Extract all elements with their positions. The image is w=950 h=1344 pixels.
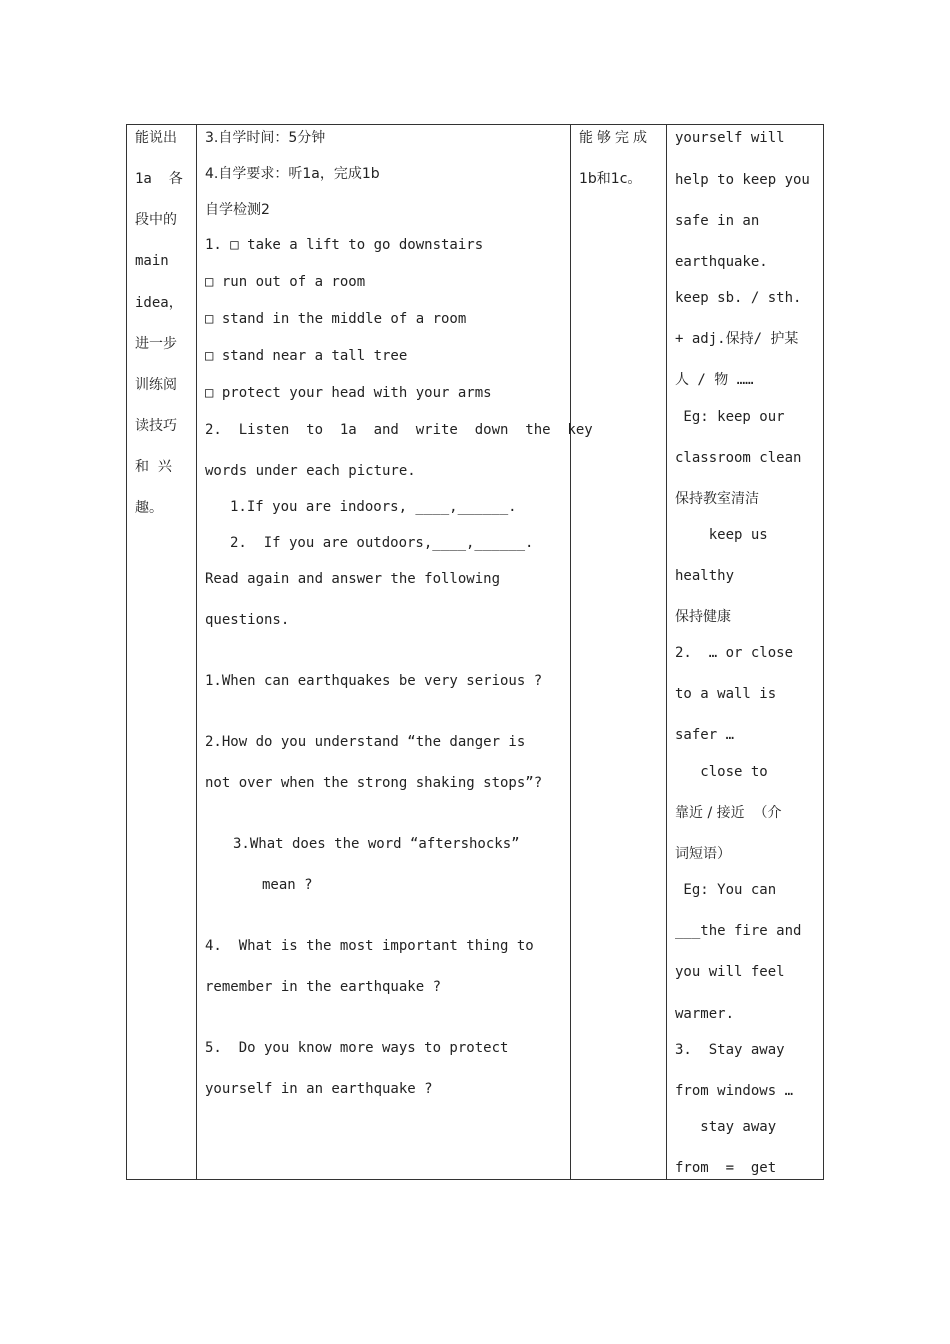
checklist-item: □ protect your head with your arms [205,385,492,401]
listen-instruction: words under each picture. [205,463,416,479]
col1-line: 读技巧 [135,418,177,434]
read-instruction: questions. [205,612,290,628]
reading-question: remember in the earthquake ? [205,979,442,995]
note-line: 人 / 物 …… [675,372,754,388]
note-line: 2. … or close [675,645,794,661]
col1-line: 趣。 [135,500,163,516]
note-line: safe in an [675,213,760,229]
note-line: from windows … [675,1083,794,1099]
note-line: ___the fire and [675,923,802,939]
reading-question: 5. Do you know more ways to protect [205,1040,509,1056]
read-instruction: Read again and answer the following [205,571,501,587]
note-line: 3. Stay away [675,1042,785,1058]
checklist-item: □ run out of a room [205,274,366,290]
fill-blank-line: 2. If you are outdoors,____,______. [230,535,534,551]
col1-line: 和 兴 [135,459,172,475]
note-line: keep us [675,527,768,543]
note-line: you will feel [675,964,785,980]
reading-question: 3.What does the word “aftershocks” [233,836,520,852]
col1-line: 能说出 [135,130,177,146]
note-line: stay away [675,1119,777,1135]
goal-text: 能够完成 [579,130,651,146]
note-line: Eg: keep our [675,409,785,425]
goal-text: 1b和1c。 [579,171,642,187]
self-study-requirement: 4.自学要求：听1a，完成1b [205,166,380,182]
note-line: classroom clean [675,450,802,466]
note-line: 词短语） [675,846,731,862]
checklist-item: 1. □ take a lift to go downstairs [205,237,484,253]
reading-question: not over when the strong shaking stops”? [205,775,543,791]
note-line: close to [675,764,768,780]
note-line: from = get [675,1160,777,1176]
note-line: Eg: You can [675,882,777,898]
fill-blank-line: 1.If you are indoors, ____,______. [230,499,517,515]
note-line: to a wall is [675,686,777,702]
col1-line: 段中的 [135,212,177,228]
note-line: yourself will [675,130,785,146]
note-line: healthy [675,568,735,584]
reading-question: 4. What is the most important thing to [205,938,534,954]
column-divider [666,125,667,1179]
note-line: keep sb. / sth. [675,290,802,306]
reading-question: 2.How do you understand “the danger is [205,734,526,750]
checklist-item: □ stand near a tall tree [205,348,408,364]
listen-instruction: 2. Listen to 1a and write down the key [205,422,593,438]
note-line: safer … [675,727,735,743]
note-line: warmer. [675,1006,735,1022]
column-divider [196,125,197,1179]
note-line: 靠近 / 接近 （介 [675,805,782,821]
self-study-time: 3.自学时间：5分钟 [205,130,326,146]
col1-line: 进一步 [135,336,177,352]
reading-question: yourself in an earthquake ? [205,1081,433,1097]
reading-question: 1.When can earthquakes be very serious ? [205,673,543,689]
note-line: 保持健康 [675,609,731,625]
note-line: earthquake. [675,254,768,270]
note-line: 保持教室清洁 [675,491,759,507]
reading-question: mean ? [262,877,313,893]
col1-line: idea， [135,295,183,311]
note-line: + adj.保持/ 护某 [675,331,799,347]
col1-line: 训练阅 [135,377,177,393]
column-divider [570,125,571,1179]
self-check-title: 自学检测2 [205,202,270,218]
note-line: help to keep you [675,172,810,188]
col1-line: 1a 各 [135,171,183,187]
checklist-item: □ stand in the middle of a room [205,311,467,327]
col1-line: main [135,253,169,269]
